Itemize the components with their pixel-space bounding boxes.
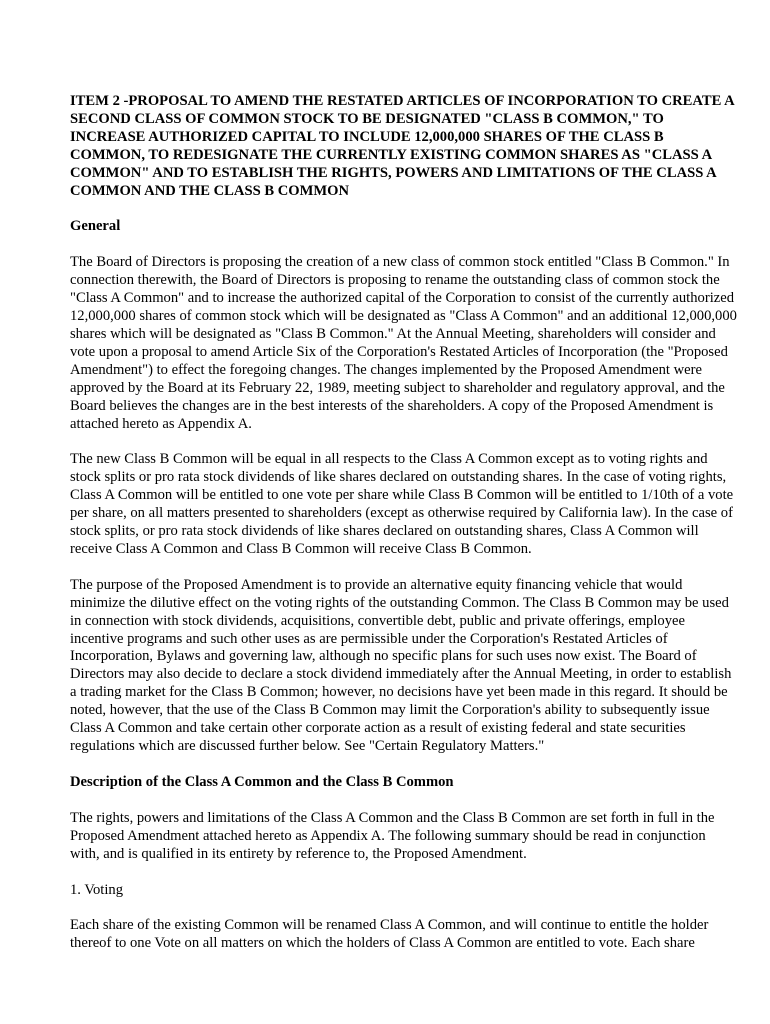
paragraph-general-3: The purpose of the Proposed Amendment is to provide an alternative equity financing vehicle that would minimize the dilutive effect on the voting rights of the outstanding Common. The Class B Common may be used in connection with stock dividends, acquisitions, convertible debt, public and private offerings, employee incentive programs and such other uses as are permissible under the Corporation's Restated Articles of Incorporation, Bylaws and governing law, although no specific plans for such uses now exist. The Board of Directors may also decide to declare a stock dividend immediately after the Annual Meeting, in order to establish a trading market for the Class B Common; however, no decisions have yet been made in this regard. It should be noted, however, that the use of the Class B Common may limit the Corporation's ability to subsequently issue Class A Common and take certain other corporate action as a result of existing federal and state securities regulations which are discussed further below. See "Certain Regulatory Matters." bbox=[70, 576, 732, 754]
section-heading-voting: 1. Voting bbox=[70, 881, 123, 898]
paragraph-voting: Each share of the existing Common will be renamed Class A Common, and will continue to entitle the holder thereof to one Vote on all matters on which the holders of Class A Common are entitled to vote. Each share bbox=[70, 917, 709, 952]
document-title: ITEM 2 -PROPOSAL TO AMEND THE RESTATED ARTICLES OF INCORPORATION TO CREATE A SECOND CLASS OF COMMON STOCK TO BE DESIGNATED "CLASS B COMMON," TO INCREASE AUTHORIZED CAPITAL TO INCLUDE 12,000,000 SHARES OF THE CLASS B COMMON, TO REDESIGNATE THE CURRENTLY EXISTING COMMON SHARES AS "CLASS A COMMON" AND TO ESTABLISH THE RIGHTS, POWERS AND LIMITATIONS OF THE CLASS A COMMON AND THE CLASS B COMMON bbox=[70, 93, 734, 199]
paragraph-general-2: The new Class B Common will be equal in all respects to the Class A Common except as to voting rights and stock splits or pro rata stock dividends of like shares declared on outstanding shares. In the case of voting rights, Class A Common will be entitled to one vote per share while Class B Common will be entitled to 1/10th of a vote per share, on all matters presented to shareholders (except as otherwise required by California law). In the case of stock splits, or pro rata stock dividends of like shares declared on outstanding shares, Class A Common will receive Class A Common and Class B Common will receive Class B Common. bbox=[70, 451, 734, 557]
paragraph-general-1: The Board of Directors is proposing the creation of a new class of common stock entitled "Class B Common." In connection therewith, the Board of Directors is proposing to rename the outstanding class of common stock the "Class A Common" and to increase the authorized capital of the Corporation to consist of the currently authorized 12,000,000 shares of common stock which will be designated as "Class A Common" and an additional 12,000,000 shares which will be designated as "Class B Common." At the Annual Meeting, shareholders will consider and vote upon a proposal to amend Article Six of the Corporation's Restated Articles of Incorporation (the "Proposed Amendment") to effect the foregoing changes. The changes implemented by the Proposed Amendment were approved by the Board at its February 22, 1989, meeting subject to shareholder and regulatory approval, and the Board believes the changes are in the best interests of the shareholders. A copy of the Proposed Amendment is attached hereto as Appendix A. bbox=[70, 254, 737, 432]
section-heading-description: Description of the Class A Common and the Class B Common bbox=[70, 773, 454, 790]
document-page bbox=[70, 93, 738, 953]
section-heading-general: General bbox=[70, 218, 121, 235]
paragraph-description: The rights, powers and limitations of the Class A Common and the Class B Common are set forth in full in the Proposed Amendment attached hereto as Appendix A. The following summary should be read in conjunction with, and is qualified in its entirety by reference to, the Proposed Amendment. bbox=[70, 809, 715, 862]
